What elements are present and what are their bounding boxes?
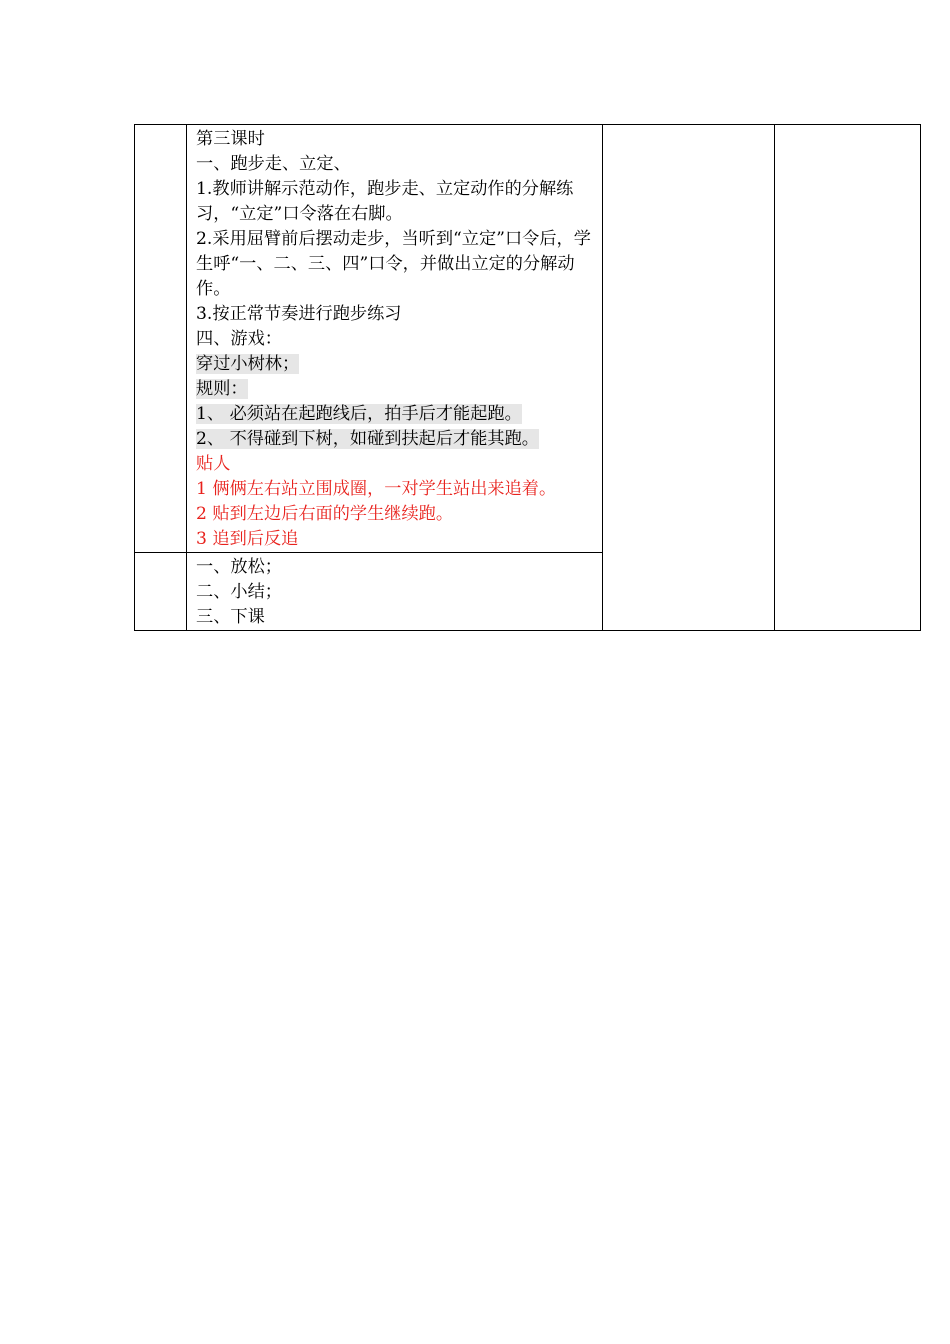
table-cell-blank [603, 125, 775, 631]
rule-item: 3 追到后反追 [196, 529, 299, 549]
step-text: 3.按正常节奏进行跑步练习 [196, 304, 402, 324]
table-cell-blank [135, 125, 187, 553]
rule-item: 2、 不得碰到下树，如碰到扶起后才能其跑。 [196, 429, 539, 449]
lesson-content-cell [187, 125, 603, 553]
rule-item: 1 俩俩左右站立围成圈，一对学生站出来追着。 [196, 479, 557, 499]
closing-item: 一、放松； [196, 557, 282, 577]
lesson-title: 第三课时 [196, 129, 265, 149]
rule-item: 2 贴到左边后右面的学生继续跑。 [196, 504, 454, 524]
table-cell-blank [135, 553, 187, 631]
game-name: 穿过小树林； [196, 354, 300, 374]
game-name: 贴人 [196, 454, 231, 474]
rule-item: 1、 必须站在起跑线后，拍手后才能起跑。 [196, 404, 522, 424]
closing-item: 三、下课 [196, 607, 265, 627]
step-text: 2.采用屈臂前后摆动走步，当听到“立定”口令后，学生呼“一、二、三、四”口令，并做出立定的分解动作。 [196, 229, 591, 299]
section-heading: 四、游戏： [196, 329, 282, 349]
table-row [135, 125, 921, 553]
closing-item: 二、小结； [196, 582, 282, 602]
step-text: 1.教师讲解示范动作，跑步走、立定动作的分解练习，“立定”口令落在右脚。 [196, 179, 574, 224]
rules-label: 规则： [196, 379, 248, 399]
table-cell-blank [775, 125, 921, 631]
lesson-plan-table [134, 124, 921, 631]
section-heading: 一、跑步走、立定、 [196, 154, 351, 174]
closing-content-cell [187, 553, 603, 631]
